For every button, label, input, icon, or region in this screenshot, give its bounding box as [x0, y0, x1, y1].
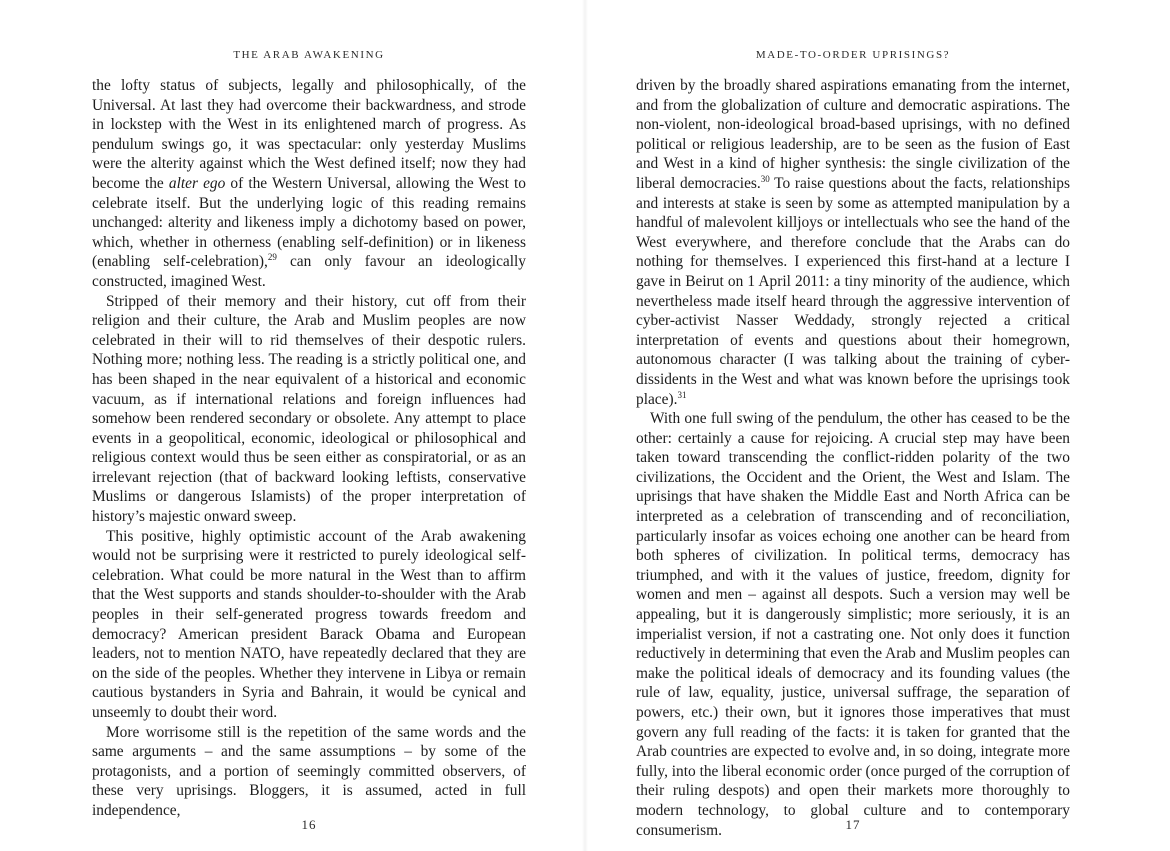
text-run: of the Western Universal, allowing the West to celebrate itself. But the underlying logic of this reading remains unchanged: alterity and likeness imply a dichotomy based on power, which, whether in otherness (enabling self-definition) or in likeness (enabling self-celebration),	[92, 174, 526, 271]
book-gutter	[582, 0, 588, 851]
paragraph	[636, 409, 1070, 840]
footnote-reference: 31	[677, 389, 687, 400]
running-head-left: THE ARAB AWAKENING	[233, 49, 385, 61]
paragraph	[92, 76, 526, 292]
text-run: To raise questions about the facts, relationships and interests at stake is seen by some as attempted manipulation by a handful of malevolent killjoys or intellectuals who see the hand of the West everywhere, and therefore conclude that the Arabs can do nothing for themselves. I experienced this first-hand at a lecture I gave in Beirut on 1 April 2011: a tiny minority of the audience, which nevertheless made itself heard through the aggressive intervention of cyber-activist Nasser Weddady, strongly rejected a critical interpretation of events and questions about their homegrown, autonomous character (I was talking about the training of cyber-dissidents in the West and what was known before the uprisings took place).	[636, 174, 1070, 408]
paragraph	[92, 527, 526, 723]
page-number-right: 17	[845, 817, 861, 832]
paragraph	[92, 723, 526, 821]
left-page	[92, 0, 526, 851]
paragraph	[92, 292, 526, 527]
text-run: With one full swing of the pendulum, the other has ceased to be the other: certainly a cause for rejoicing. A crucial step may have been taken toward transcending the conflict-ridden polarity of the two civilizations, the Occident and the Orient, the West and Islam. The uprisings that have shaken the Middle East and North Africa can be interpreted as a celebration of transcending and of reconciliation, particularly insofar as voices echoing one another can be heard from both spheres of civilization. In political terms, democracy has triumphed, and with it the values of justice, freedom, dignity for women and men – against all despots. Such a version may well be appealing, but it is dangerously simplistic; more seriously, it is an imperialist version, if not a castrating one. Not only does it function reductively in determining that even the Arab and Muslim peoples can make the political ideals of democracy and its founding values (the rule of law, equality, justice, universal suffrage, the separation of powers, etc.) their own, but it ignores those imperatives that must govern any full reading of the facts: it is taken for granted that the Arab countries are expected to evolve and, in so doing, integrate more fully, into the liberal economic order (once purged of the corruption of their ruling despots) and open their markets more thoroughly to modern technology, to global culture and to contemporary consumerism.	[636, 410, 1070, 839]
right-page	[636, 0, 1070, 851]
running-head-right: MADE-TO-ORDER UPRISINGS?	[755, 49, 951, 61]
italic-text: alter ego	[168, 174, 226, 192]
text-run: More worrisome still is the repetition of the same words and the same arguments – and the same assumptions – by some of the protagonists, and a portion of seemingly committed observers, of these very uprisings. Bloggers, it is assumed, acted in full independence,	[92, 723, 526, 819]
text-run: Stripped of their memory and their history, cut off from their religion and their culture, the Arab and Muslim peoples are now celebrated in their will to rid themselves of their despotic rulers. Nothing more; nothing less. The reading is a strictly political one, and has been shaped in the near equivalent of a historical and economic vacuum, as if international relations and foreign influences had somehow been rendered secondary or obsolete. Any attempt to place events in a geopolitical, economic, ideological or philosophical and religious context would thus be seen either as conspiratorial, or as an irrelevant rejection (that of backward looking leftists, conservative Muslims or dangerous Islamists) of the proper interpretation of history’s majestic onward sweep.	[92, 292, 526, 526]
text-run: can only favour an ideologically constructed, imagined West.	[92, 253, 526, 290]
left-page-body	[92, 76, 526, 821]
right-page-body	[636, 76, 1070, 840]
page-number-left: 16	[301, 817, 317, 832]
paragraph	[636, 76, 1070, 409]
footnote-reference: 30	[760, 173, 770, 184]
footnote-reference: 29	[267, 252, 277, 263]
text-run: driven by the broadly shared aspirations emanating from the internet, and from the globalization of culture and democratic aspirations. The non-violent, non-ideological broad-based uprisings, with no defined political or religious leadership, are to be seen as the fusion of East and West in a kind of higher synthesis: the single civilization of the liberal democracies.	[636, 77, 1070, 192]
text-run: This positive, highly optimistic account of the Arab awakening would not be surprising were it restricted to purely ideological self-celebration. What could be more natural in the West than to affirm that the West supports and stands shoulder-to-shoulder with the Arab peoples in their self-generated progress towards freedom and democracy? American president Barack Obama and European leaders, not to mention NATO, have repeatedly declared that they are on the side of the peoples. Whether they intervene in Libya or remain cautious bystanders in Syria and Bahrain, it would be cynical and unseemly to doubt their word.	[92, 527, 526, 721]
text-run: the lofty status of subjects, legally and philosophically, of the Universal. At last they had overcome their backwardness, and strode in lockstep with the West in its enlightened march of progress. As pendulum swings go, it was spectacular: only yesterday Muslims were the alterity against which the West defined itself; now they had become the	[92, 77, 526, 192]
